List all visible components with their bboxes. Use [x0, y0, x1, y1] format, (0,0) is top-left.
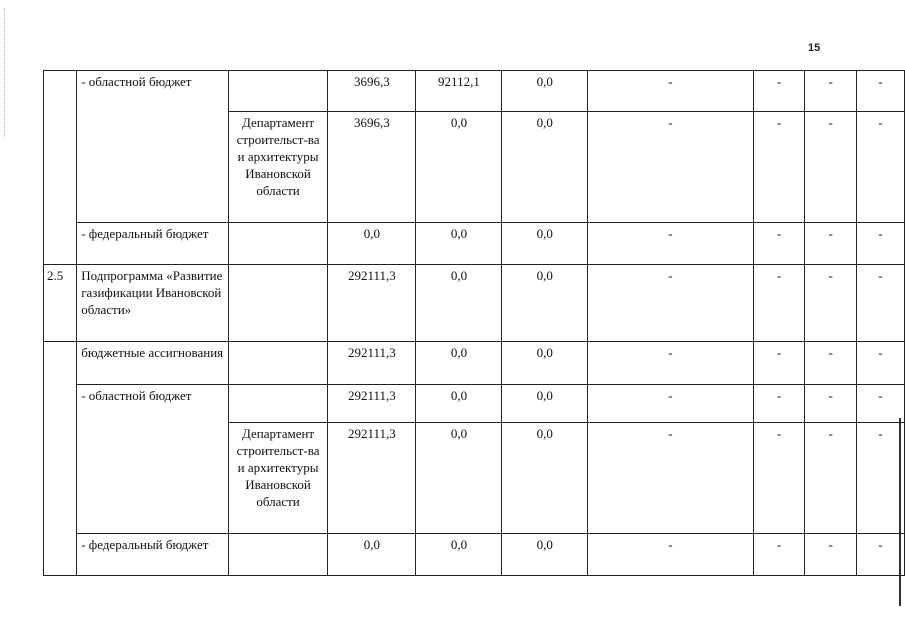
value-cell: 0,0 — [502, 342, 588, 385]
dash-cell: - — [805, 112, 857, 223]
executor-cell: Департамент строительст-ва и архитектуры Ивановской области — [228, 423, 327, 534]
executor-cell — [228, 265, 327, 342]
value-cell: 292111,3 — [328, 342, 416, 385]
dash-cell: - — [588, 534, 754, 576]
dash-cell: - — [753, 265, 805, 342]
value-cell: 0,0 — [502, 385, 588, 423]
table-row — [44, 71, 905, 112]
dash-cell: - — [588, 71, 754, 112]
dash-cell: - — [753, 385, 805, 423]
value-cell: 0,0 — [502, 112, 588, 223]
budget-table — [43, 70, 905, 576]
dash-cell: - — [753, 423, 805, 534]
row-name — [77, 112, 229, 223]
value-cell: 292111,3 — [328, 265, 416, 342]
dash-cell: - — [805, 534, 857, 576]
dash-cell: - — [856, 71, 904, 112]
row-number-cell — [44, 385, 77, 423]
value-cell: 0,0 — [502, 534, 588, 576]
dash-cell: - — [753, 223, 805, 265]
dash-cell: - — [588, 265, 754, 342]
dash-cell: - — [805, 385, 857, 423]
dash-cell: - — [753, 342, 805, 385]
row-name — [77, 423, 229, 534]
table-row — [44, 342, 905, 385]
row-number-cell — [44, 423, 77, 534]
value-cell: 0,0 — [416, 112, 502, 223]
dash-cell: - — [856, 385, 904, 423]
value-cell: 0,0 — [502, 71, 588, 112]
dash-cell: - — [856, 112, 904, 223]
row-name: - областной бюджет — [77, 71, 229, 112]
dash-cell: - — [805, 71, 857, 112]
row-name: - федеральный бюджет — [77, 534, 229, 576]
dash-cell: - — [588, 223, 754, 265]
dash-cell: - — [588, 342, 754, 385]
row-number-cell — [44, 223, 77, 265]
dash-cell: - — [856, 534, 904, 576]
dash-cell: - — [856, 423, 904, 534]
executor-cell — [228, 71, 327, 112]
executor-cell — [228, 385, 327, 423]
value-cell: 0,0 — [416, 385, 502, 423]
value-cell: 0,0 — [416, 223, 502, 265]
table-row — [44, 112, 905, 223]
row-name: - федеральный бюджет — [77, 223, 229, 265]
executor-cell: Департамент строительст-ва и архитектуры Ивановской области — [228, 112, 327, 223]
value-cell: 0,0 — [416, 342, 502, 385]
table-row — [44, 385, 905, 423]
value-cell: 292111,3 — [328, 423, 416, 534]
dash-cell: - — [753, 534, 805, 576]
scan-margin-marks — [4, 8, 7, 138]
row-number-cell: 2.5 — [44, 265, 77, 342]
value-cell: 0,0 — [416, 534, 502, 576]
value-cell: 0,0 — [328, 223, 416, 265]
dash-cell: - — [753, 112, 805, 223]
dash-cell: - — [856, 223, 904, 265]
executor-cell — [228, 534, 327, 576]
executor-cell — [228, 342, 327, 385]
row-name: Подпрограмма «Развитие газификации Ивановской области» — [77, 265, 229, 342]
table-row — [44, 534, 905, 576]
table-row — [44, 423, 905, 534]
value-cell: 0,0 — [416, 423, 502, 534]
table-row — [44, 265, 905, 342]
value-cell: 0,0 — [328, 534, 416, 576]
row-number-cell — [44, 534, 77, 576]
row-number-cell — [44, 342, 77, 385]
value-cell: 0,0 — [416, 265, 502, 342]
row-name: - областной бюджет — [77, 385, 229, 423]
value-cell: 0,0 — [502, 423, 588, 534]
value-cell: 0,0 — [502, 223, 588, 265]
dash-cell: - — [856, 265, 904, 342]
page-number: 15 — [808, 42, 821, 54]
value-cell: 92112,1 — [416, 71, 502, 112]
dash-cell: - — [588, 385, 754, 423]
dash-cell: - — [588, 112, 754, 223]
row-number-cell — [44, 71, 77, 112]
dash-cell: - — [753, 71, 805, 112]
row-number-cell — [44, 112, 77, 223]
dash-cell: - — [805, 265, 857, 342]
value-cell: 0,0 — [502, 265, 588, 342]
dash-cell: - — [805, 423, 857, 534]
dash-cell: - — [805, 223, 857, 265]
dash-cell: - — [856, 342, 904, 385]
value-cell: 292111,3 — [328, 385, 416, 423]
dash-cell: - — [805, 342, 857, 385]
table-row — [44, 223, 905, 265]
row-name: бюджетные ассигнования — [77, 342, 229, 385]
dash-cell: - — [588, 423, 754, 534]
executor-cell — [228, 223, 327, 265]
value-cell: 3696,3 — [328, 112, 416, 223]
value-cell: 3696,3 — [328, 71, 416, 112]
